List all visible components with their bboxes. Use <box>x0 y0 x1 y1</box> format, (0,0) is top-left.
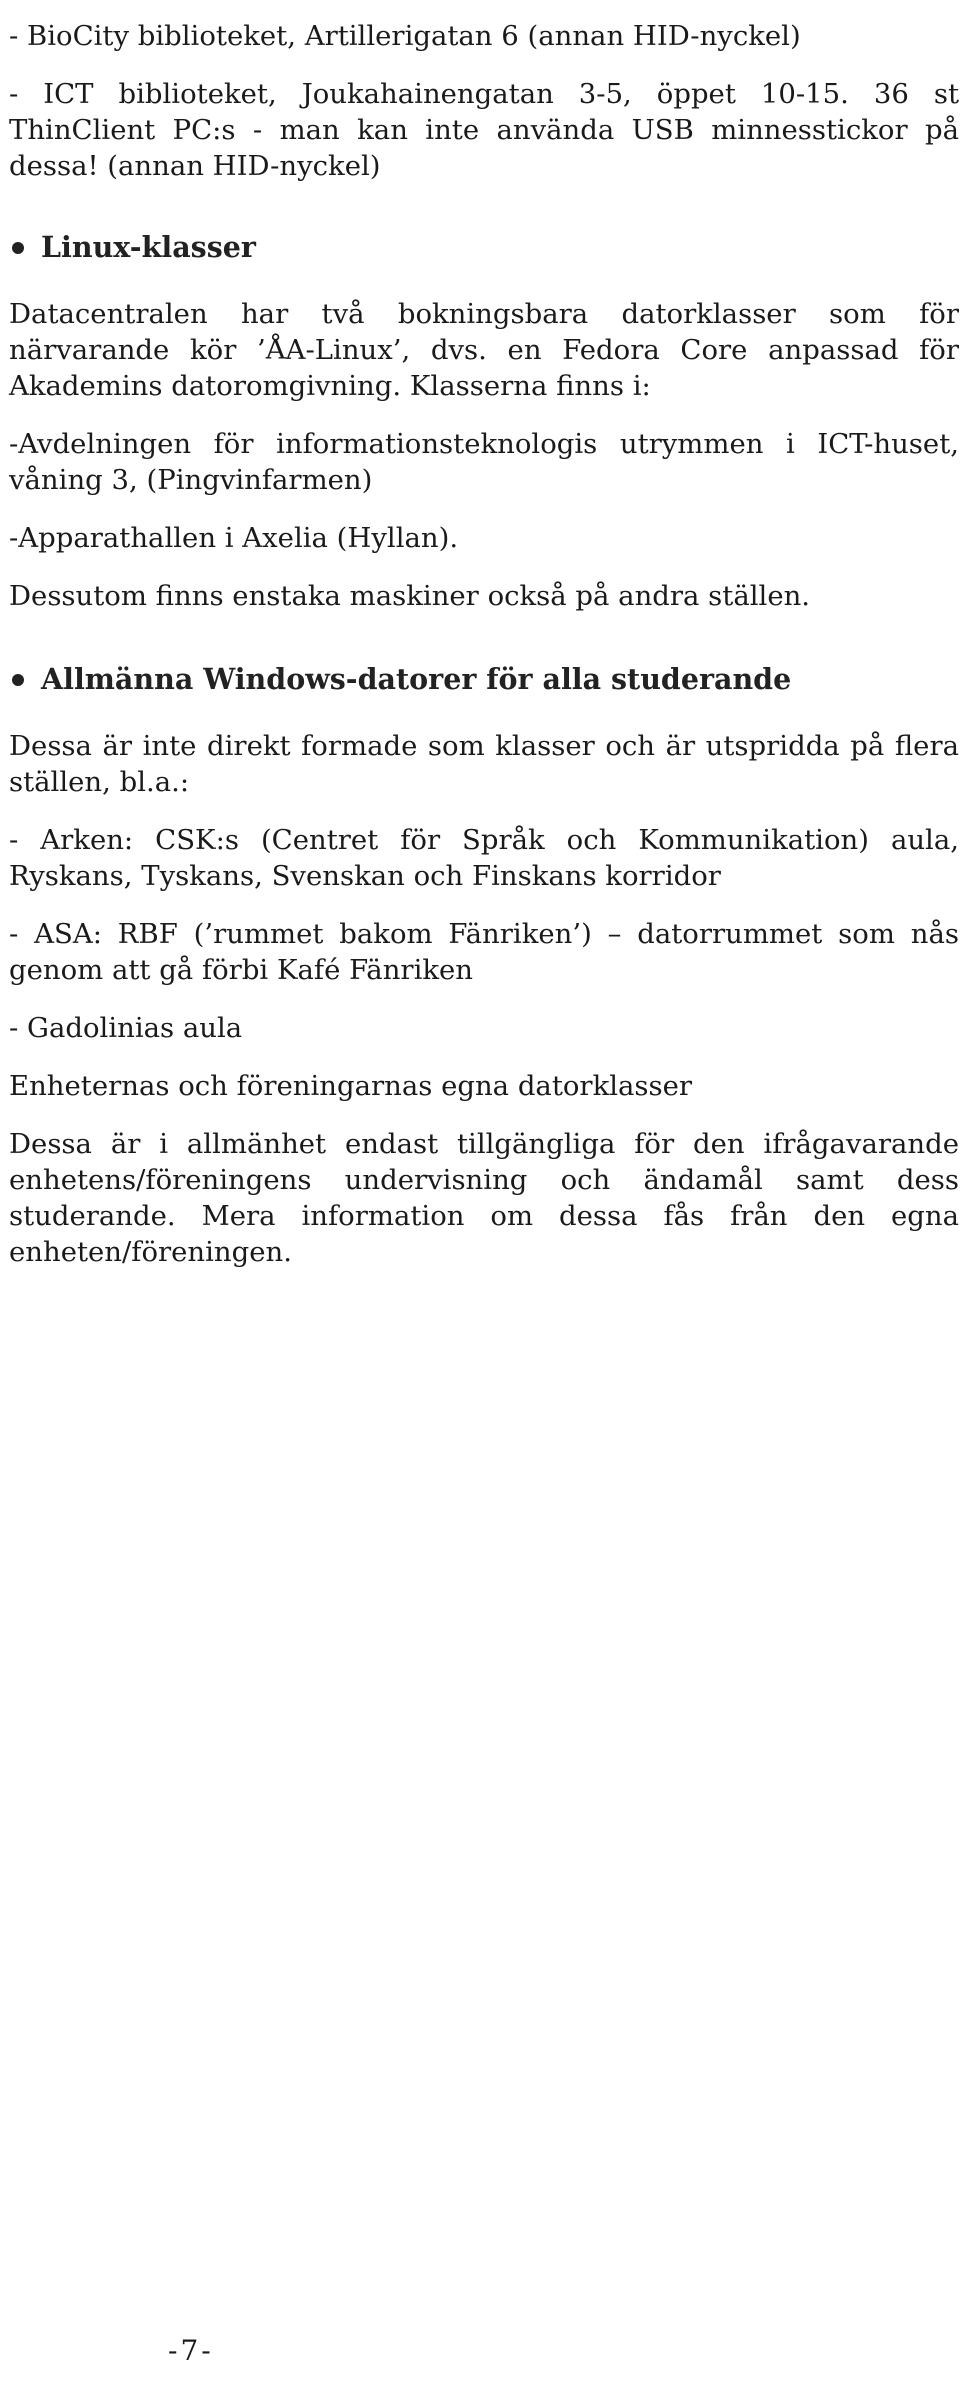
units-text: Dessa är i allmänhet endast tillgängliga för den ifrågavarande enhetens/föreningens undervisning och ändamål samt dess studerande. Mera information om dessa fås från den egna enheten/föreningen. <box>9 1128 959 1268</box>
page-number: -7- <box>168 2334 214 2367</box>
linux-location-1: -Avdelningen för informationsteknologis utrymmen i ICT-huset, våning 3, (Pingvinfarmen) <box>9 428 959 496</box>
windows-location-3: - Gadolinias aula <box>9 1012 243 1044</box>
windows-heading-text: Allmänna Windows-datorer för alla studerande <box>41 662 792 696</box>
windows-location-2: - ASA: RBF (’rummet bakom Fänriken’) – datorrummet som nås genom att gå förbi Kafé Fänriken <box>9 918 959 986</box>
page-content <box>9 18 959 1270</box>
bullet-icon <box>12 242 24 254</box>
windows-location-1: - Arken: CSK:s (Centret för Språk och Kommunikation) aula, Ryskans, Tyskans, Svenskan och Finskans korridor <box>9 824 959 892</box>
ict-library-line: - ICT biblioteket, Joukahainengatan 3-5, öppet 10-15. 36 st ThinClient PC:s - man kan inte använda USB minnesstickor på dessa! (annan HID-nyckel) <box>9 78 959 182</box>
linux-location-2: -Apparathallen i Axelia (Hyllan). <box>9 522 459 554</box>
windows-heading <box>9 660 959 698</box>
linux-heading-text: Linux-klasser <box>41 230 256 264</box>
linux-note: Dessutom finns enstaka maskiner också på andra ställen. <box>9 580 811 612</box>
units-title: Enheternas och föreningarnas egna datorklasser <box>9 1070 693 1102</box>
biocity-library-line: - BioCity biblioteket, Artillerigatan 6 (annan HID-nyckel) <box>9 20 801 52</box>
bullet-icon <box>12 674 24 686</box>
linux-intro: Datacentralen har två bokningsbara datorklasser som för närvarande kör ’ÅA-Linux’, dvs. en Fedora Core anpassad för Akademins datoromgivning. Klasserna finns i: <box>9 298 959 402</box>
linux-heading <box>9 228 959 266</box>
windows-intro: Dessa är inte direkt formade som klasser och är utspridda på flera ställen, bl.a.: <box>9 730 959 798</box>
